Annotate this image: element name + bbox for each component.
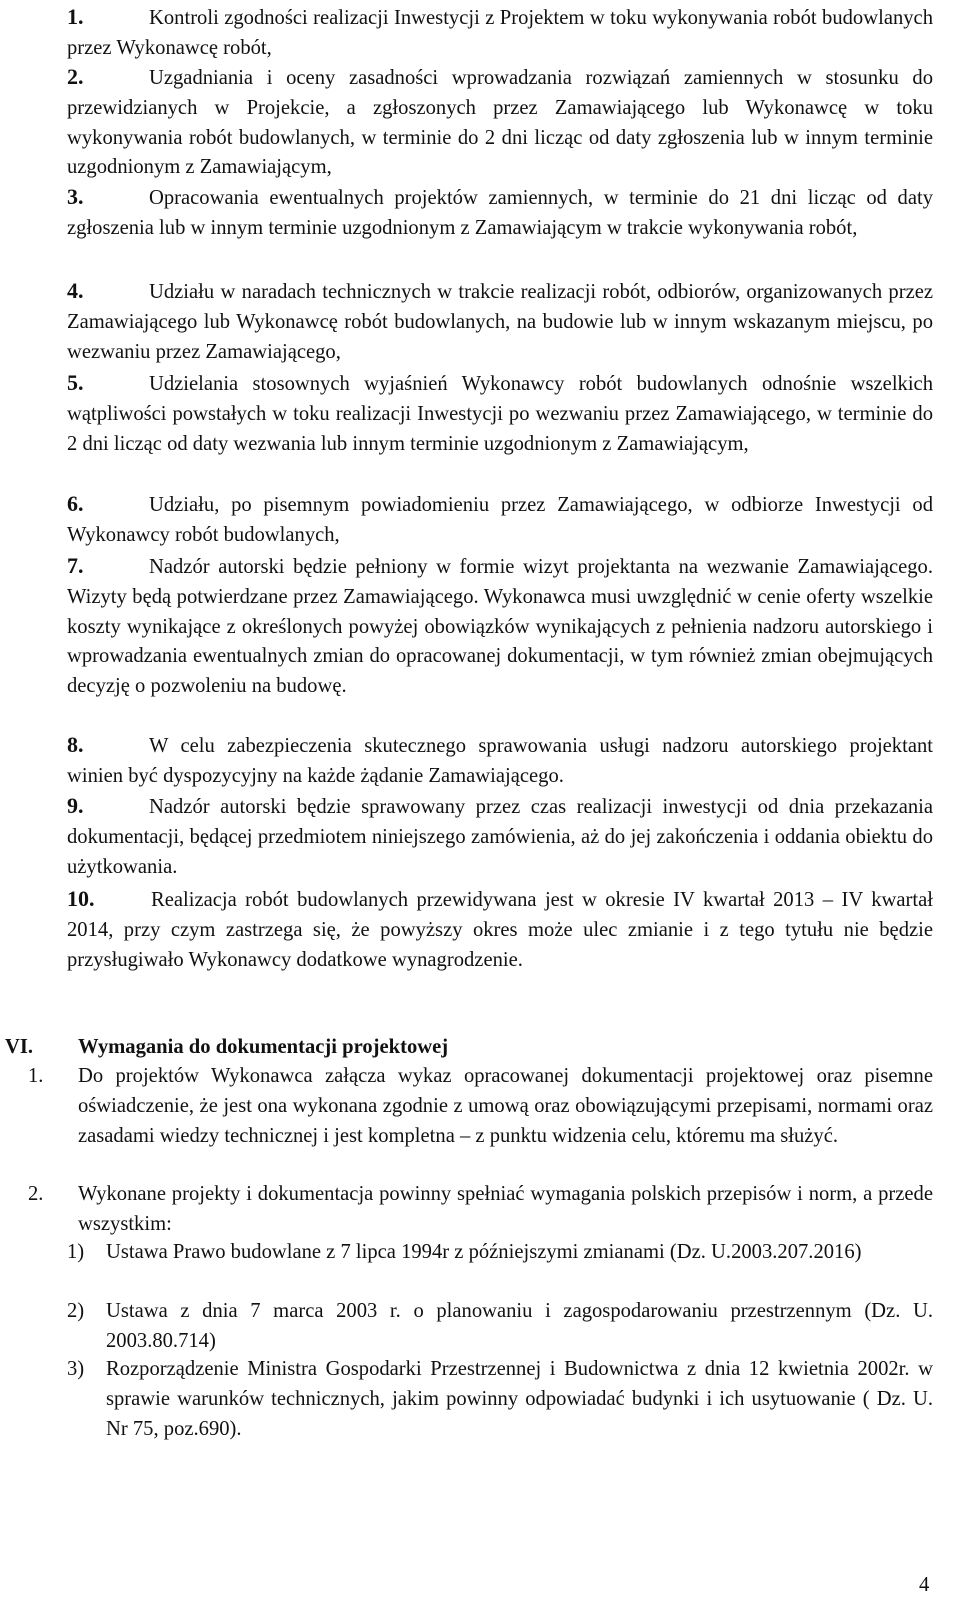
section-number: VI.: [5, 1036, 34, 1058]
item-text: Uzgadniania i oceny zasadności wprowadzania rozwiązań zamiennych w stosunku do przewidzianych w Projekcie, a zgłoszonych przez Zamawiającego lub Wykonawcę w toku wykonywania robót budowlanych, w terminie do 2 dni licząc od daty zgłoszenia lub w innym terminie uzgodnionym z Zamawiającym,: [67, 67, 933, 179]
item-number: 9.: [67, 793, 84, 818]
item-number: 2.: [67, 64, 84, 89]
law-text: Ustawa Prawo budowlane z 7 lipca 1994r z późniejszymi zmianami (Dz. U.2003.207.2016): [106, 1241, 862, 1263]
section-title: Wymagania do dokumentacji projektowej: [78, 1036, 449, 1058]
list-item-2: [67, 62, 933, 183]
list-item-9: [67, 791, 933, 882]
law-text: Rozporządzenie Ministra Gospodarki Przestrzennej i Budownictwa z dnia 12 kwietnia 2002r. w sprawie warunków technicznych, jakim powinny odpowiadać budynki i ich usytuowanie ( Dz. U. Nr 75, poz.690).: [106, 1358, 933, 1440]
item-number: 4.: [67, 278, 84, 303]
requirement-text: Wykonane projekty i dokumentacja powinny spełniać wymagania polskich przepisów i norm, a przede wszystkim:: [78, 1183, 933, 1235]
list-item-1: [67, 2, 933, 64]
item-text: Udziału, po pisemnym powiadomieniu przez Zamawiającego, w odbiorze Inwestycji od Wykonawcy robót budowlanych,: [67, 494, 933, 546]
item-text: Realizacja robót budowlanych przewidywana jest w okresie IV kwartał 2013 – IV kwartał 2014, przy czym zastrzega się, że powyższy okres może ulec zmianie i z tego tytułu nie będzie przysługiwało Wykonawcy dodatkowe wynagrodzenie.: [67, 889, 933, 971]
list-item-3: [67, 182, 933, 244]
item-text: Opracowania ewentualnych projektów zamiennych, w terminie do 21 dni licząc od daty zgłoszenia lub w innym terminie uzgodnionym z Zamawiającym w trakcie wykonywania robót,: [67, 187, 933, 239]
law-number: 1): [67, 1241, 85, 1263]
page-number: 4: [919, 1574, 930, 1596]
item-number: 7.: [67, 553, 84, 578]
item-text: Nadzór autorski będzie sprawowany przez czas realizacji inwestycji od dnia przekazania dokumentacji, będącej przedmiotem niniejszego zamówienia, aż do jej zakończenia i oddania obiektu do użytkowania.: [67, 796, 933, 878]
item-number: 10.: [67, 886, 95, 911]
list-item-10: [67, 884, 933, 975]
law-number: 3): [67, 1358, 85, 1380]
list-item-6: [67, 489, 933, 551]
item-number: 3.: [67, 184, 84, 209]
law-text: Ustawa z dnia 7 marca 2003 r. o planowaniu i zagospodarowaniu przestrzennym (Dz. U. 2003.80.714): [106, 1300, 933, 1352]
item-text: W celu zabezpieczenia skutecznego sprawowania usługi nadzoru autorskiego projektant winien być dyspozycyjny na każde żądanie Zamawiającego.: [67, 735, 933, 787]
law-number: 2): [67, 1300, 85, 1322]
requirement-text: Do projektów Wykonawca załącza wykaz opracowanej dokumentacji projektowej oraz pisemne oświadczenie, że jest ona wykonana zgodnie z umową oraz obowiązującymi przepisami, normami oraz zasadami wiedzy technicznej i jest kompletna – z punktu widzenia celu, któremu ma służyć.: [78, 1065, 933, 1147]
requirement-number: 2.: [28, 1183, 44, 1205]
item-text: Udzielania stosownych wyjaśnień Wykonawcy robót budowlanych odnośnie wszelkich wątpliwości powstałych w toku realizacji Inwestycji po wezwaniu przez Zamawiającego, w terminie do 2 dni licząc od daty wezwania lub innym terminie uzgodnionym z Zamawiającym,: [67, 373, 933, 455]
item-text: Nadzór autorski będzie pełniony w formie wizyt projektanta na wezwanie Zamawiającego. Wizyty będą potwierdzane przez Zamawiającego. Wykonawca musi uwzględnić w cenie oferty wszelkie koszty wynikające z określonych powyżej obowiązków wynikających z pełnienia nadzoru autorskiego i wprowadzania ewentualnych zmian do opracowanej dokumentacji, w tym również zmian obejmujących decyzję o pozwoleniu na budowę.: [67, 556, 933, 698]
item-text: Udziału w naradach technicznych w trakcie realizacji robót, odbiorów, organizowanych przez Zamawiającego lub Wykonawcę robót budowlanych, na budowie lub w innym wskazanym miejscu, po wezwaniu przez Zamawiającego,: [67, 281, 933, 363]
list-item-7: [67, 551, 933, 702]
requirement-number: 1.: [28, 1065, 44, 1087]
list-item-4: [67, 276, 933, 367]
item-text: Kontroli zgodności realizacji Inwestycji z Projektem w toku wykonywania robót budowlanych przez Wykonawcę robót,: [67, 7, 933, 59]
list-item-5: [67, 368, 933, 459]
item-number: 1.: [67, 4, 84, 29]
item-number: 8.: [67, 732, 84, 757]
list-item-8: [67, 730, 933, 792]
item-number: 5.: [67, 370, 84, 395]
item-number: 6.: [67, 491, 84, 516]
